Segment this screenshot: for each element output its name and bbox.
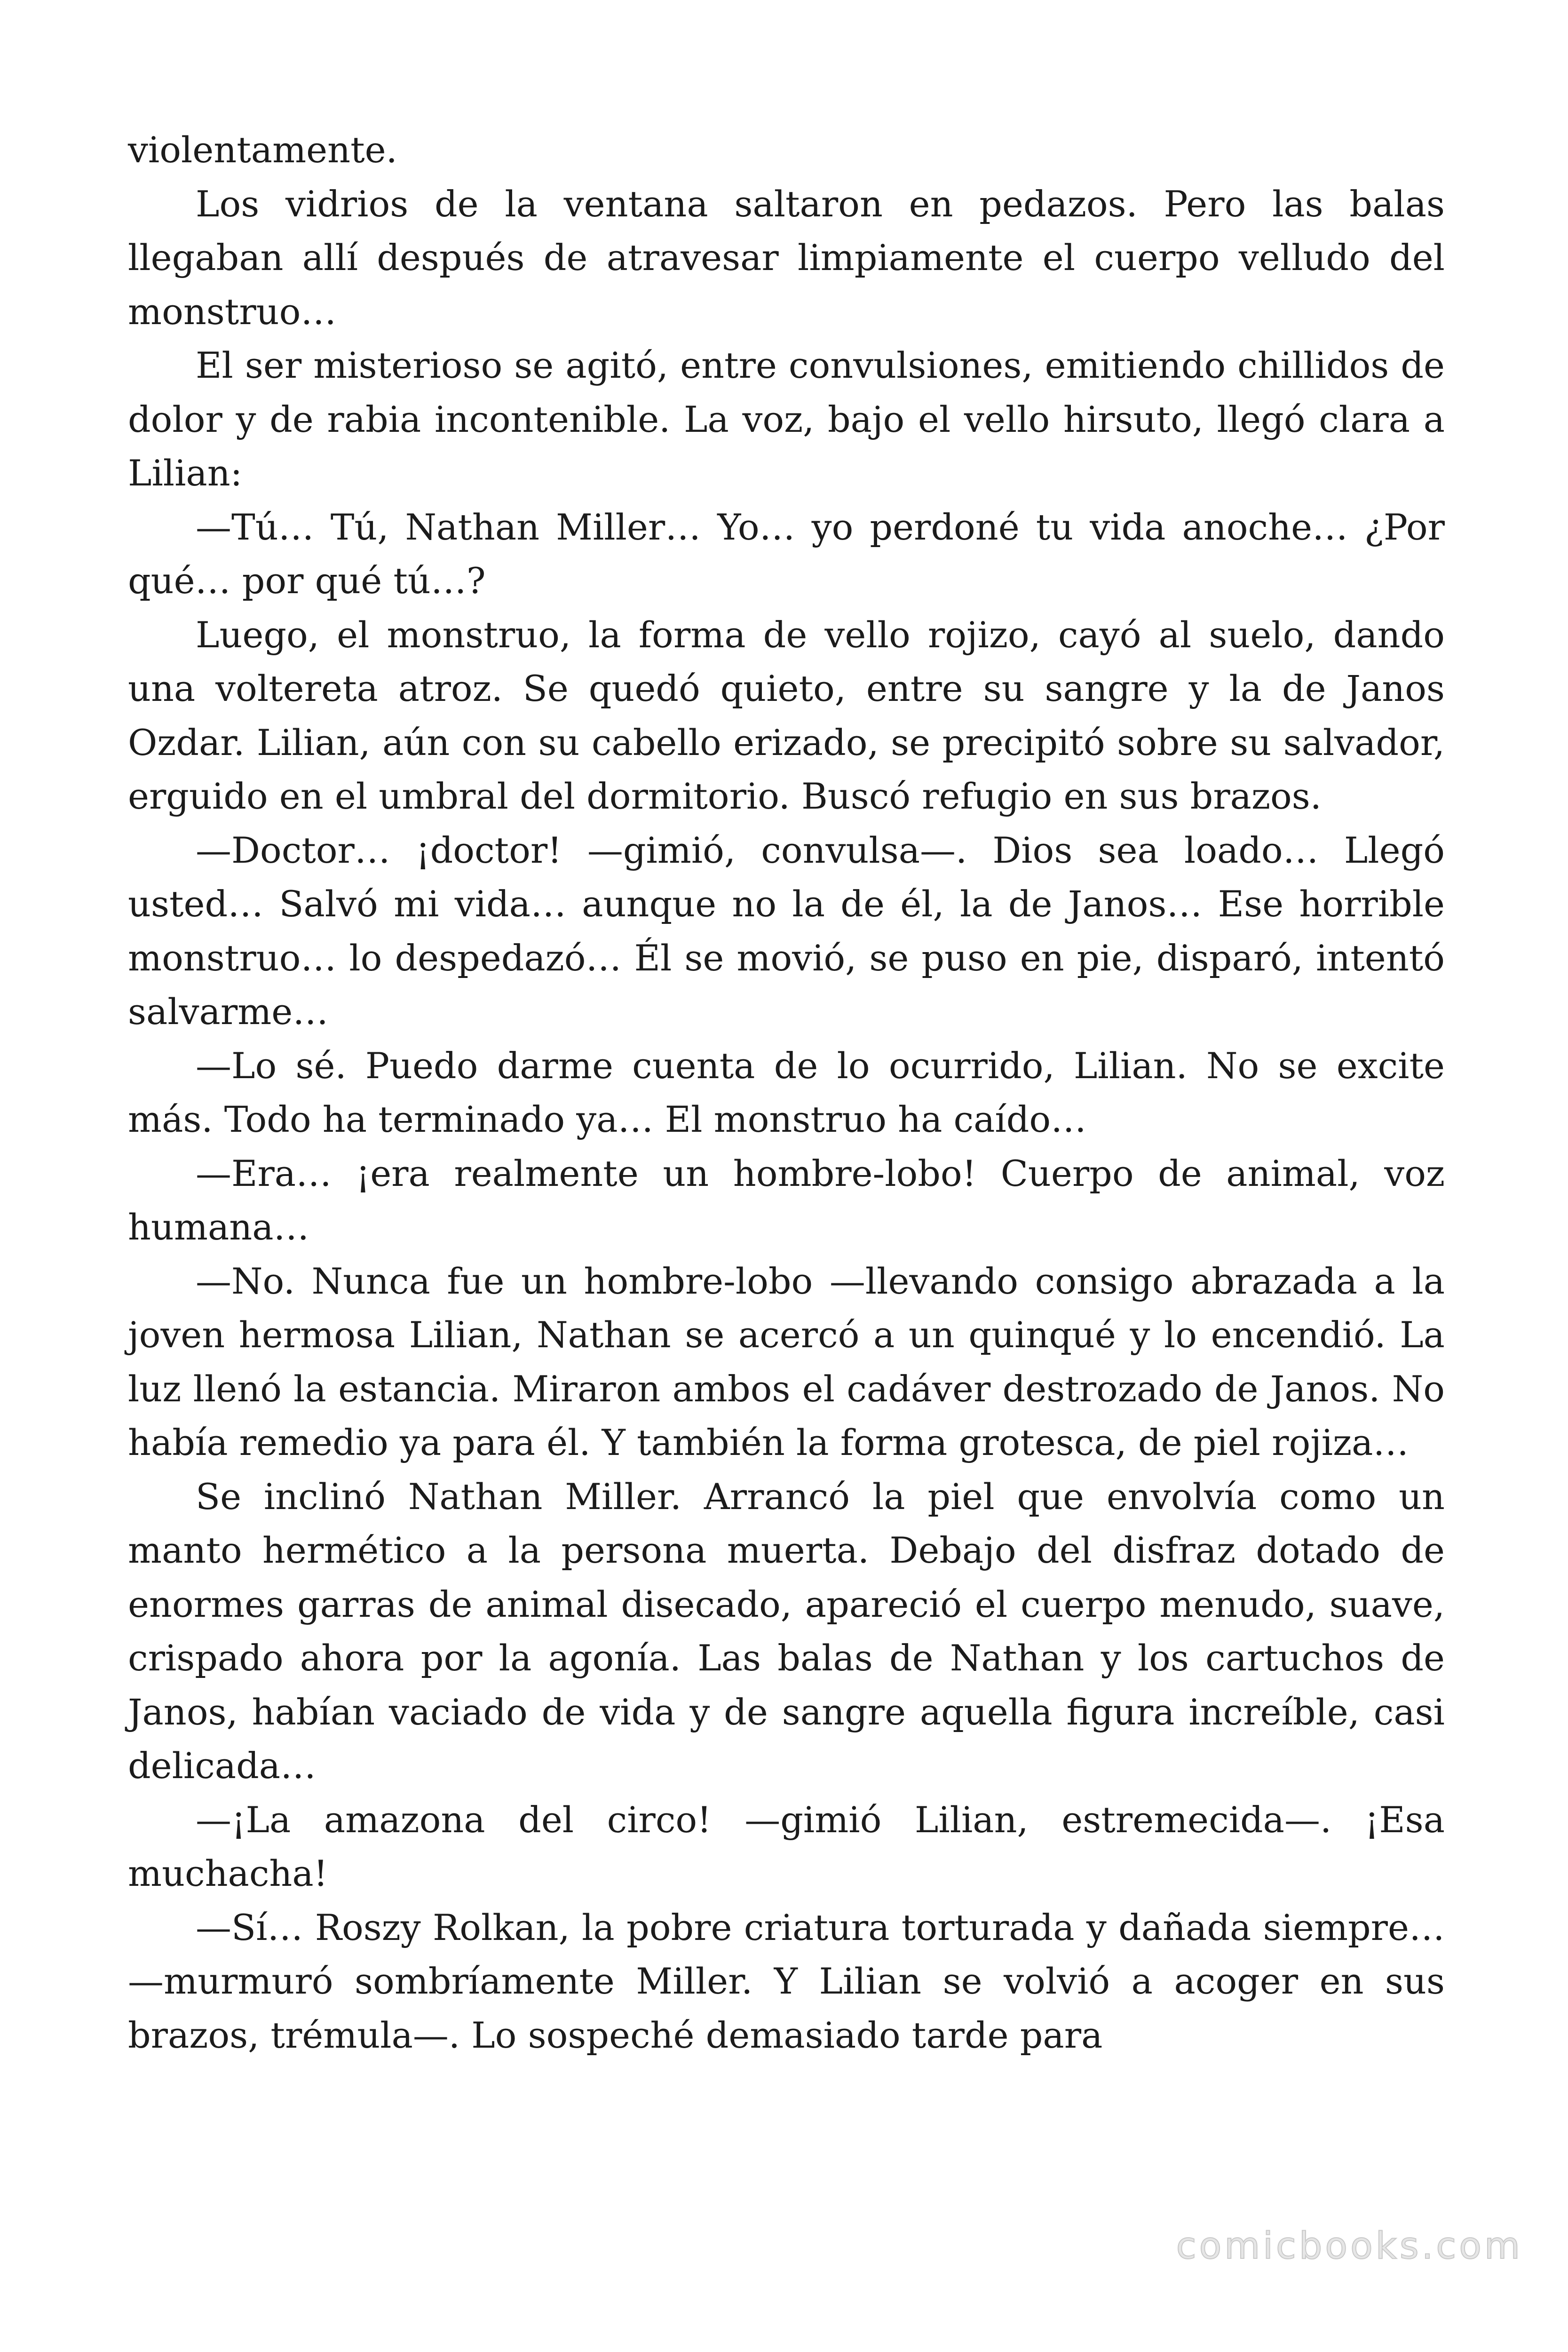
paragraph: —Tú… Tú, Nathan Miller… Yo… yo perdoné tu vida anoche… ¿Por qué… por qué tú…? — [128, 506, 1445, 602]
paragraph: —Doctor… ¡doctor! —gimió, convulsa—. Dios sea loado… Llegó usted… Salvó mi vida… aunque no la de él, la de Janos… Ese horrible monstruo… lo despedazó… Él se movió, se puso en pie, disparó, intentó salvarme… — [128, 829, 1445, 1033]
paragraph: —Era… ¡era realmente un hombre-lobo! Cuerpo de animal, voz humana… — [128, 1152, 1445, 1248]
paragraph: El ser misterioso se agitó, entre convulsiones, emitiendo chillidos de dolor y de rabia incontenible. La voz, bajo el vello hirsuto, llegó clara a Lilian: — [128, 344, 1445, 494]
paragraph: —¡La amazona del circo! —gimió Lilian, estremecida—. ¡Esa muchacha! — [128, 1798, 1445, 1894]
paragraph: Los vidrios de la ventana saltaron en pedazos. Pero las balas llegaban allí después de atravesar limpiamente el cuerpo velludo del monstruo… — [128, 183, 1445, 333]
paragraph: Luego, el monstruo, la forma de vello rojizo, cayó al suelo, dando una voltereta atroz. Se quedó quieto, entre su sangre y la de Janos Ozdar. Lilian, aún con su cabello erizado, se precipitó sobre su salvador, erguido en el umbral del dormitorio. Buscó refugio en sus brazos. — [128, 613, 1445, 817]
paragraph: —No. Nunca fue un hombre-lobo —llevando consigo abrazada a la joven hermosa Lilian, Nathan se acercó a un quinqué y lo encendió. La luz llenó la estancia. Miraron ambos el cadáver destrozado de Janos. No había remedio ya para él. Y también la forma grotesca, de piel rojiza… — [128, 1260, 1445, 1463]
watermark: comicbooks.com — [1176, 2225, 1523, 2267]
paragraph: —Sí… Roszy Rolkan, la pobre criatura torturada y dañada siempre… —murmuró sombríamente Miller. Y Lilian se volvió a acoger en sus brazos, trémula—. Lo sospeché demasiado tarde para — [128, 1906, 1445, 2056]
paragraph-continuation: violentamente. — [128, 129, 397, 171]
page-body — [128, 123, 1445, 2062]
paragraph: Se inclinó Nathan Miller. Arrancó la piel que envolvía como un manto hermético a la persona muerta. Debajo del disfraz dotado de enormes garras de animal disecado, apareció el cuerpo menudo, suave, crispado ahora por la agonía. Las balas de Nathan y los cartuchos de Janos, habían vaciado de vida y de sangre aquella figura increíble, casi delicada… — [128, 1475, 1445, 1787]
paragraph: —Lo sé. Puedo darme cuenta de lo ocurrido, Lilian. No se excite más. Todo ha terminado ya… El monstruo ha caído… — [128, 1044, 1445, 1140]
